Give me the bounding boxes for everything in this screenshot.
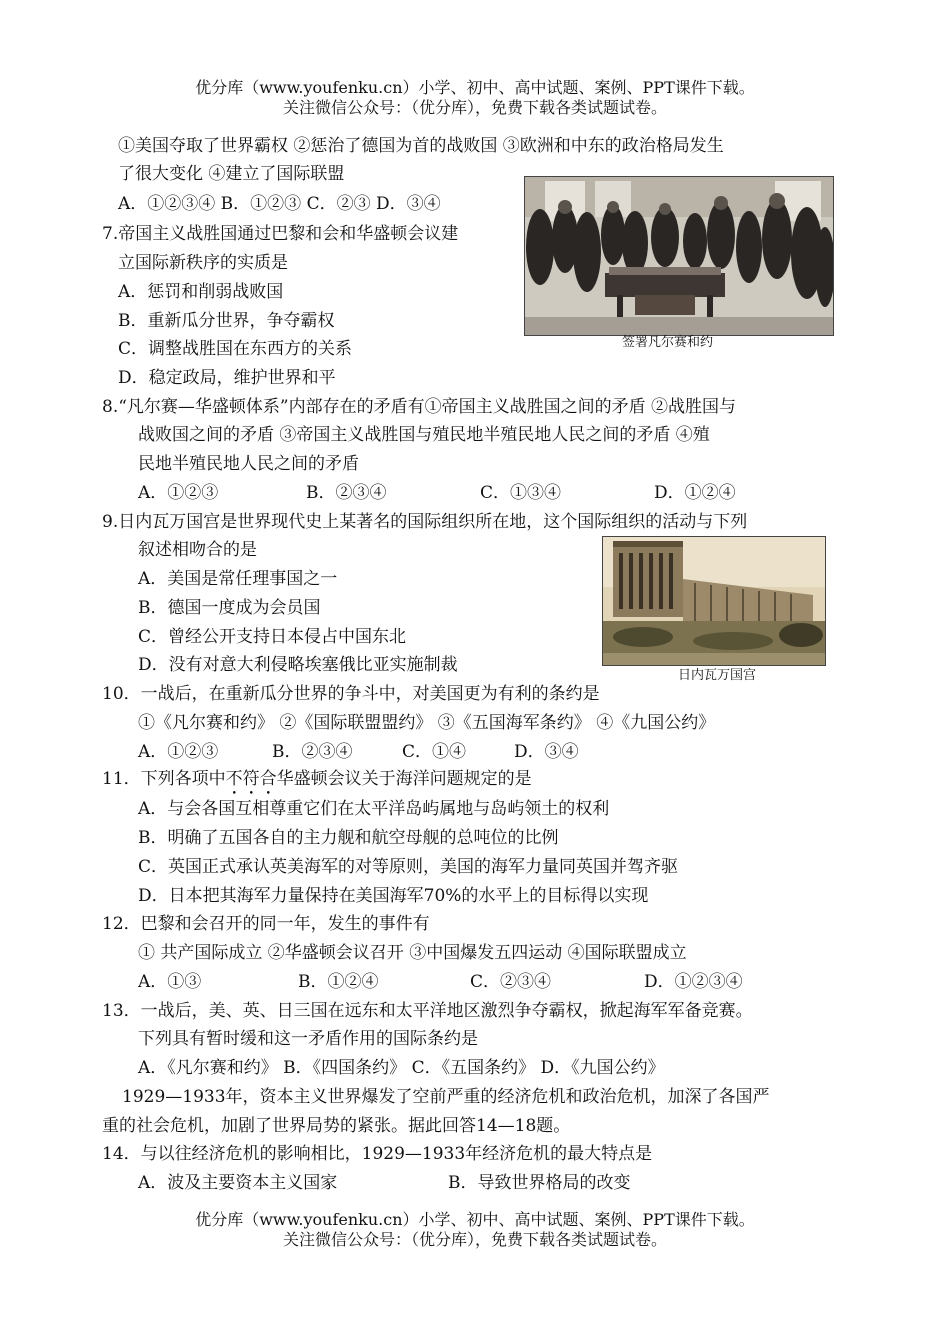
q12-option-c: C．②③④ <box>470 972 552 992</box>
q7-option-b: B．重新瓜分世界，争夺霸权 <box>118 311 335 331</box>
versailles-caption: 签署凡尔赛和约 <box>622 335 714 350</box>
q11-stem-suffix: 华盛顿会议关于海洋问题规定的是 <box>276 769 532 789</box>
q9-option-a: A．美国是常任理事国之一 <box>138 569 338 589</box>
q14-option-a: A．波及主要资本主义国家 <box>138 1173 338 1193</box>
q13-options: A．《凡尔赛和约》 B．《四国条约》 C．《五国条约》 D．《九国公约》 <box>138 1058 665 1078</box>
q9-option-b: B．德国一度成为会员国 <box>138 598 321 618</box>
passage-line-2: 重的社会危机，加剧了世界局势的紧张。据此回答14—18题。 <box>102 1116 571 1136</box>
q11-stem-emphasis: 不符合 <box>225 769 277 789</box>
q7-option-c: C．调整战胜国在东西方的关系 <box>118 339 353 359</box>
header-line-2: 关注微信公众号：（优分库），免费下载各类试题试卷。 <box>282 98 667 117</box>
q8-option-a: A．①②③ <box>138 483 219 503</box>
q14-stem: 14．与以往经济危机的影响相比，1929—1933年经济危机的最大特点是 <box>102 1144 653 1164</box>
q12-option-d: D．①②③④ <box>644 972 743 992</box>
q10-option-a: A．①②③ <box>138 742 219 762</box>
q12-items: ① 共产国际成立 ②华盛顿会议召开 ③中国爆发五四运动 ④国际联盟成立 <box>138 943 687 963</box>
q11-option-a: A．与会各国互相尊重它们在太平洋岛屿属地与岛屿领土的权利 <box>138 799 610 819</box>
q8-stem-line-1: 8.“凡尔赛—华盛顿体系”内部存在的矛盾有①帝国主义战胜国之间的矛盾 ②战胜国与 <box>102 397 737 417</box>
q13-stem-line-1: 13．一战后，美、英、日三国在远东和太平洋地区激烈争夺霸权，掀起海军军备竞赛。 <box>102 1001 753 1021</box>
q7-option-a: A．惩罚和削弱战败国 <box>118 282 284 302</box>
q11-option-b: B．明确了五国各自的主力舰和航空母舰的总吨位的比例 <box>138 828 559 848</box>
q8-stem-line-2: 战败国之间的矛盾 ③帝国主义战胜国与殖民地半殖民地人民之间的矛盾 ④殖 <box>138 425 710 445</box>
footer-line-1: 优分库（www.youfenku.cn）小学、初中、高中试题、案例、PPT课件下载。 <box>195 1210 755 1229</box>
q10-option-b: B．②③④ <box>272 742 353 762</box>
q10-items: ①《凡尔赛和约》 ②《国际联盟盟约》 ③《五国海军条约》 ④《九国公约》 <box>138 713 716 733</box>
q13-stem-line-2: 下列具有暂时缓和这一矛盾作用的国际条约是 <box>138 1029 478 1049</box>
q10-option-c: C．①④ <box>402 742 467 762</box>
q14-option-b: B．导致世界格局的改变 <box>448 1173 631 1193</box>
versailles-signing-image <box>524 176 834 336</box>
q9-stem-line-2: 叙述相吻合的是 <box>138 540 257 560</box>
geneva-caption: 日内瓦万国宫 <box>678 668 757 683</box>
q12-option-a: A．①③ <box>138 972 202 992</box>
q9-stem-line-1: 9.日内瓦万国宫是世界现代史上某著名的国际组织所在地，这个国际组织的活动与下列 <box>102 512 748 532</box>
header-line-1: 优分库（www.youfenku.cn）小学、初中、高中试题、案例、PPT课件下载。 <box>195 78 755 97</box>
q12-option-b: B．①②④ <box>298 972 379 992</box>
versailles-illustration <box>525 177 833 335</box>
q6-statement-line-1: ①美国夺取了世界霸权 ②惩治了德国为首的战败国 ③欧洲和中东的政治格局发生 <box>118 136 724 156</box>
q8-stem-line-3: 民地半殖民地人民之间的矛盾 <box>138 454 359 474</box>
footer-line-2: 关注微信公众号：（优分库），免费下载各类试题试卷。 <box>282 1230 667 1249</box>
q7-option-d: D．稳定政局，维护世界和平 <box>118 368 336 388</box>
q11-option-c: C．英国正式承认英美海军的对等原则，美国的海军力量同英国并驾齐驱 <box>138 857 679 877</box>
q12-stem: 12．巴黎和会召开的同一年，发生的事件有 <box>102 914 430 934</box>
q6-options: A．①②③④ B．①②③ C．②③ D．③④ <box>118 194 441 214</box>
q6-statement-line-2: 了很大变化 ④建立了国际联盟 <box>118 164 345 184</box>
q7-stem-line-1: 7.帝国主义战胜国通过巴黎和会和华盛顿会议建 <box>102 224 459 244</box>
q10-stem: 10．一战后，在重新瓜分世界的争斗中，对美国更为有利的条约是 <box>102 684 600 704</box>
q9-option-c: C．曾经公开支持日本侵占中国东北 <box>138 627 407 647</box>
q7-stem-line-2: 立国际新秩序的实质是 <box>118 253 288 273</box>
q8-option-b: B．②③④ <box>306 483 387 503</box>
q8-option-d: D．①②④ <box>654 483 736 503</box>
q10-option-d: D．③④ <box>514 742 579 762</box>
geneva-palace-image <box>602 536 826 666</box>
q11-stem <box>102 767 532 799</box>
passage-line-1: 1929—1933年，资本主义世界爆发了空前严重的经济危机和政治危机，加深了各国严 <box>122 1087 770 1107</box>
q11-option-d: D．日本把其海军力量保持在美国海军70%的水平上的目标得以实现 <box>138 886 649 906</box>
q9-option-d: D．没有对意大利侵略埃塞俄比亚实施制裁 <box>138 655 458 675</box>
q11-stem-prefix: 11．下列各项中 <box>102 769 226 789</box>
q8-option-c: C．①③④ <box>480 483 562 503</box>
geneva-palace-illustration <box>603 537 825 665</box>
